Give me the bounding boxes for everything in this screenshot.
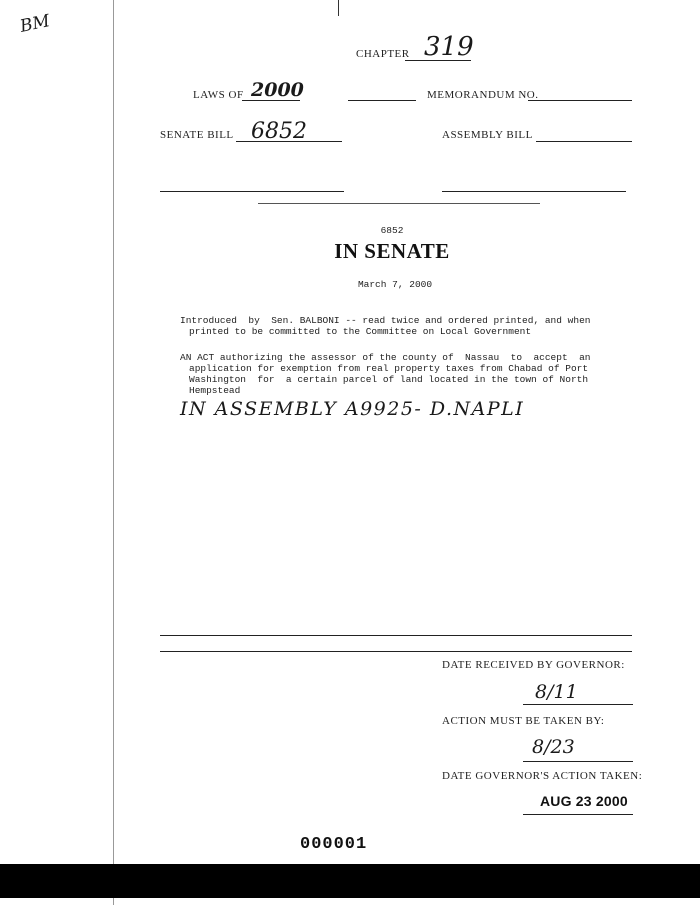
header-divider xyxy=(258,203,540,204)
memorandum-label: MEMORANDUM NO. xyxy=(427,89,539,101)
action-taken-stamp: AUG 23 2000 xyxy=(540,793,628,809)
senate-bill-value: 6852 xyxy=(251,119,307,144)
scan-margin-line xyxy=(113,0,114,905)
senate-bill-label: SENATE BILL xyxy=(160,129,234,141)
lower-divider-2 xyxy=(160,651,632,652)
action-by-value: 8/23 xyxy=(532,736,575,758)
margin-initials: BM xyxy=(18,11,52,37)
top-tick-mark xyxy=(338,0,339,16)
date-received-label: DATE RECEIVED BY GOVERNOR: xyxy=(442,659,625,671)
assembly-bill-line xyxy=(536,141,632,142)
introduced-line-1: Introduced by Sen. BALBONI -- read twice and ordered printed, and when xyxy=(180,315,591,326)
lower-divider-1 xyxy=(160,635,632,636)
action-taken-line xyxy=(523,814,633,815)
chapter-value: 319 xyxy=(424,32,474,62)
action-taken-label: DATE GOVERNOR'S ACTION TAKEN: xyxy=(442,770,643,782)
bill-date: March 7, 2000 xyxy=(357,279,433,290)
page-number: 000001 xyxy=(300,835,368,854)
act-line-1: AN ACT authorizing the assessor of the county of Nassau to accept an xyxy=(180,352,591,363)
handwritten-assembly-note: IN ASSEMBLY A9925- D.NAPLI xyxy=(180,398,525,420)
action-by-line xyxy=(523,761,633,762)
blank-line-left xyxy=(160,191,344,192)
introduced-line-2: printed to be committed to the Committee on Local Government xyxy=(189,326,532,337)
blank-line-right xyxy=(442,191,626,192)
laws-of-label: LAWS OF xyxy=(193,89,244,101)
act-line-2: application for exemption from real property taxes from Chabad of Port xyxy=(189,363,589,374)
blank-line-1 xyxy=(348,100,416,101)
house-title: IN SENATE xyxy=(334,239,450,263)
act-line-3: Washington for a certain parcel of land located in the town of North xyxy=(189,374,589,385)
act-line-4: Hempstead xyxy=(189,385,241,396)
date-received-value: 8/11 xyxy=(535,681,578,703)
scan-bottom-bar xyxy=(0,864,700,898)
chapter-label: CHAPTER xyxy=(356,48,410,60)
action-by-label: ACTION MUST BE TAKEN BY: xyxy=(442,715,605,727)
date-received-line xyxy=(523,704,633,705)
bill-number: 6852 xyxy=(380,225,404,236)
memorandum-line xyxy=(528,100,632,101)
assembly-bill-label: ASSEMBLY BILL xyxy=(442,129,533,141)
laws-of-value: 2000 xyxy=(251,79,304,101)
